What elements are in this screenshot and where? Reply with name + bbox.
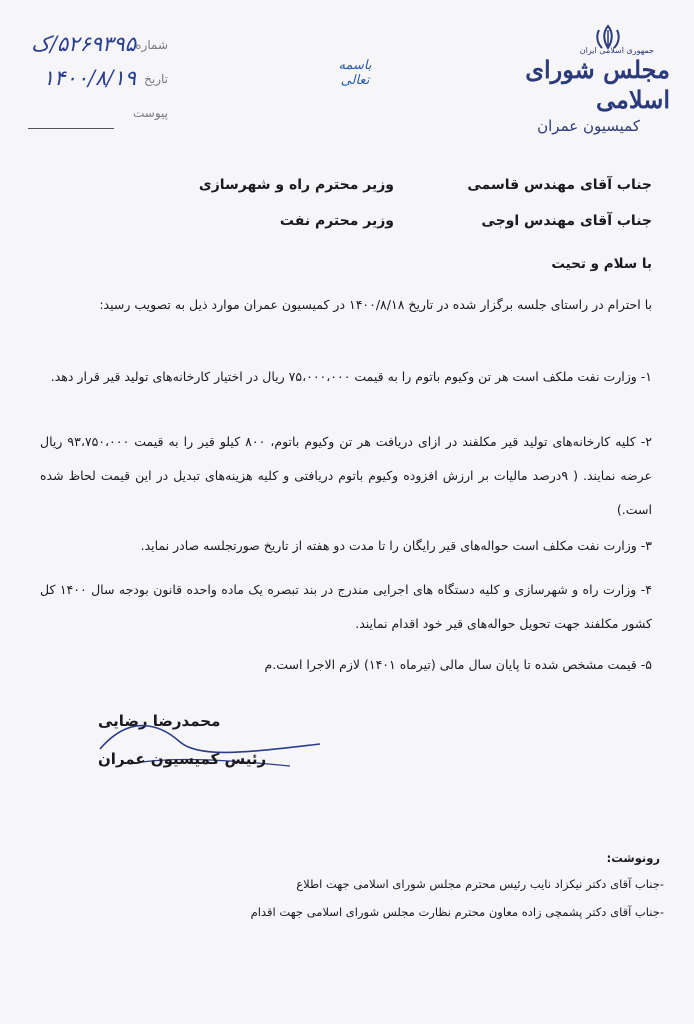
addressee-1-name: جناب آقای مهندس قاسمی (467, 177, 652, 193)
signatory-name: محمدرضا رضایی (98, 712, 221, 730)
logo-country: جمهوری اسلامی ایران (579, 46, 654, 55)
addressee-1-title: وزیر محترم راه و شهرسازی (198, 177, 394, 193)
item-1: ۱- وزارت نفت ملکف است هر تن وکیوم باتوم را به قیمت ۷۵،۰۰۰،۰۰۰ ریال در اختیار کارخانه‌های تولید قیر قرار دهد. (50, 369, 652, 384)
parliament-logo (520, 24, 670, 159)
date-label: تاریخ (144, 72, 168, 86)
logo-parliament: مجلس شورای اسلامی (525, 55, 670, 114)
item-4: ۴- وزارت راه و شهرسازی و کلیه دستگاه های اجرایی مندرج در بند تبصره یک ماده واحده قانون بودجه سال ۱۴۰۰ کل کشور مکلفند جهت تحویل حواله‌های قیر خود اقدام نمایند. (40, 582, 652, 631)
date-row (4, 66, 174, 100)
addressee-2-name: جناب آقای مهندس اوجی (481, 213, 652, 229)
logo-commission: کمیسیون عمران (537, 117, 640, 135)
attachment-rule (28, 128, 114, 129)
item-2: ۲- کلیه کارخانه‌های تولید قیر مکلفند در ازای دریافت هر تن وکیوم باتوم، ۸۰۰ کیلو قیر را به قیمت ۹۳،۷۵۰،۰۰۰ ریال عرضه نمایند. ( ۹درصد مالیات بر ارزش افزوده وکیوم باتوم دریافتی و کلیه هزینه‌های تبدیل در این قیمت لحاظ شده است.) (40, 434, 652, 517)
number-label: شماره (135, 38, 168, 52)
item-5: ۵- قیمت مشخص شده تا پایان سال مالی (تیرماه ۱۴۰۱) لازم الاجرا است.م (264, 657, 652, 672)
number-value: ۵۲۶۹۳۹۵/ک (31, 32, 136, 56)
cc-line-2: -جناب آقای دکتر پشمچی زاده معاون محترم نظارت مجلس شورای اسلامی جهت اقدام (250, 905, 664, 919)
addressee-2-title: وزیر محترم نفت (279, 213, 394, 229)
letter-meta (4, 32, 174, 134)
date-value: ۱۴۰۰/۸/۱۹ (42, 66, 136, 90)
greeting: با سلام و تحیت (551, 256, 652, 272)
number-row (4, 32, 174, 66)
item-3: ۳- وزارت نفت مکلف است حواله‌های قیر رایگان را تا مدت دو هفته از تاریخ صورتجلسه صادر نماید. (140, 538, 652, 553)
cc-line-1: -جناب آقای دکتر نیکزاد نایب رئیس محترم مجلس شورای اسلامی جهت اطلاع (296, 877, 664, 891)
signatory-title: رئیس کمیسیون عمران (98, 750, 267, 768)
intro-paragraph: با احترام در راستای جلسه برگزار شده در تاریخ ۱۴۰۰/۸/۱۸ در کمیسیون عمران موارد ذیل به تصویب رسید: (99, 297, 652, 312)
cc-label: رونوشت: (606, 851, 660, 865)
attachment-label: پیوست (133, 106, 168, 120)
basmala: باسمه تعالی (338, 58, 372, 88)
